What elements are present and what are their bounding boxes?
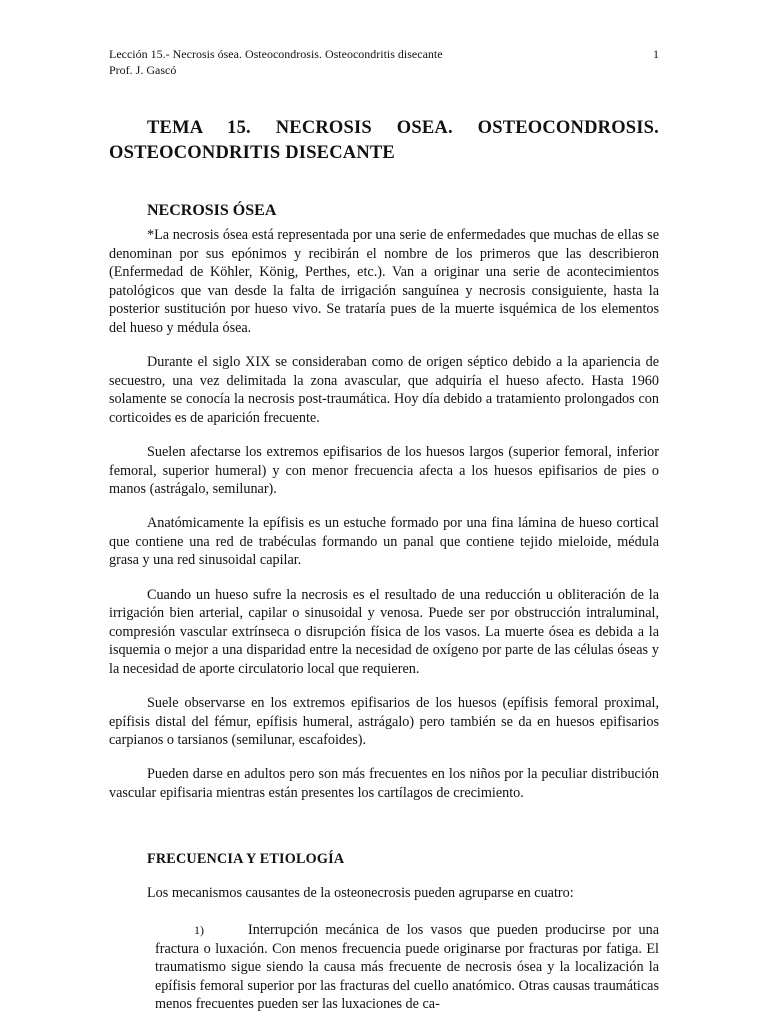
header-lesson-line: Lección 15.- Necrosis ósea. Osteocondrosis. Osteocondritis disecante	[109, 47, 443, 61]
paragraph: Cuando un hueso sufre la necrosis es el resultado de una reducción u obliteración de la irrigación bien arterial, capilar o sinusoidal y venosa. Puede ser por obstrucción intraluminal, compresión vascular extrínseca o disrupción física de los vasos. La muerte ósea es debida a la isquemia o mejor a una disparidad entre la necesidad de oxígeno por parte de las células óseas y la necesidad de aporte circulatorio local que requieren.	[109, 586, 659, 677]
paragraph: Anatómicamente la epífisis es un estuche formado por una fina lámina de hueso cortical que contiene una red de trabéculas formando un panal que contiene tejido mieloide, médula grasa y una red sinusoidal capilar.	[109, 515, 659, 569]
subsection-heading-frecuencia: FRECUENCIA Y ETIOLOGÍA	[147, 851, 345, 868]
paragraph: Durante el siglo XIX se consideraban como de origen séptico debido a la apariencia de secuestro, una vez delimitada la zona avascular, que adquiría el hueso afecto. Hasta 1960 solamente se conocía la necrosis post-traumática. Hoy día debido a tratamiento prolongados con corticoides es de aparición frecuente.	[109, 354, 659, 426]
paragraph: Pueden darse en adultos pero son más frecuentes en los niños por la peculiar distribución vascular epifisaria mientras están presentes los cartílagos de crecimiento.	[109, 766, 659, 801]
paragraph: *La necrosis ósea está representada por una serie de enfermedades que muchas de ellas se denominan por sus epónimos y recibirán el nombre de los primeros que las describieron (Enfermedad de Köhler, König, Perthes, etc.). Van a originar una serie de acontecimientos patológicos que van desde la falta de irrigación sanguínea y necrosis consiguiente, hasta la posterior sustitución por hueso vivo. Se trataría pues de la muerte isquémica de los elementos del hueso y médula ósea.	[109, 227, 659, 336]
mechanisms-list	[109, 921, 659, 1014]
list-item	[155, 921, 659, 1014]
header-professor-line: Prof. J. Gascó	[109, 63, 177, 77]
section-heading-necrosis-osea: NECROSIS ÓSEA	[147, 202, 277, 219]
list-item-text: Interrupción mecánica de los vasos que pueden producirse por una fractura o luxación. Con menos frecuencia puede originarse por fracturas por fatiga. El traumatismo sigue siendo la causa más frecuente de necrosis ósea y la localización la epífisis femoral superior por las fracturas del cuello anatómico. Otras causas traumáticas menos frecuentes pueden ser las luxaciones de ca-	[155, 922, 659, 1013]
page-header	[109, 46, 659, 78]
document-body	[109, 116, 659, 1014]
paragraph: Suele observarse en los extremos epifisarios de los huesos (epífisis femoral proximal, epífisis distal del fémur, epífisis humeral, astrágalo) pero también se da en huesos epifisarios carpianos o tarsianos (semilunar, escafoides).	[109, 694, 659, 749]
paragraph: Suelen afectarse los extremos epifisarios de los huesos largos (superior femoral, inferior femoral, superior humeral) y con menor frecuencia afecta a los huesos epifisarios de pies o manos (astrágalo, semilunar).	[109, 443, 659, 498]
document-title: TEMA 15. NECROSIS OSEA. OSTEOCONDROSIS. OSTEOCONDRITIS DISECANTE	[109, 118, 659, 163]
page-number: 1	[653, 47, 659, 61]
subsection-intro: Los mecanismos causantes de la osteonecrosis pueden agruparse en cuatro:	[147, 885, 574, 902]
list-item-marker: 1)	[194, 923, 204, 938]
